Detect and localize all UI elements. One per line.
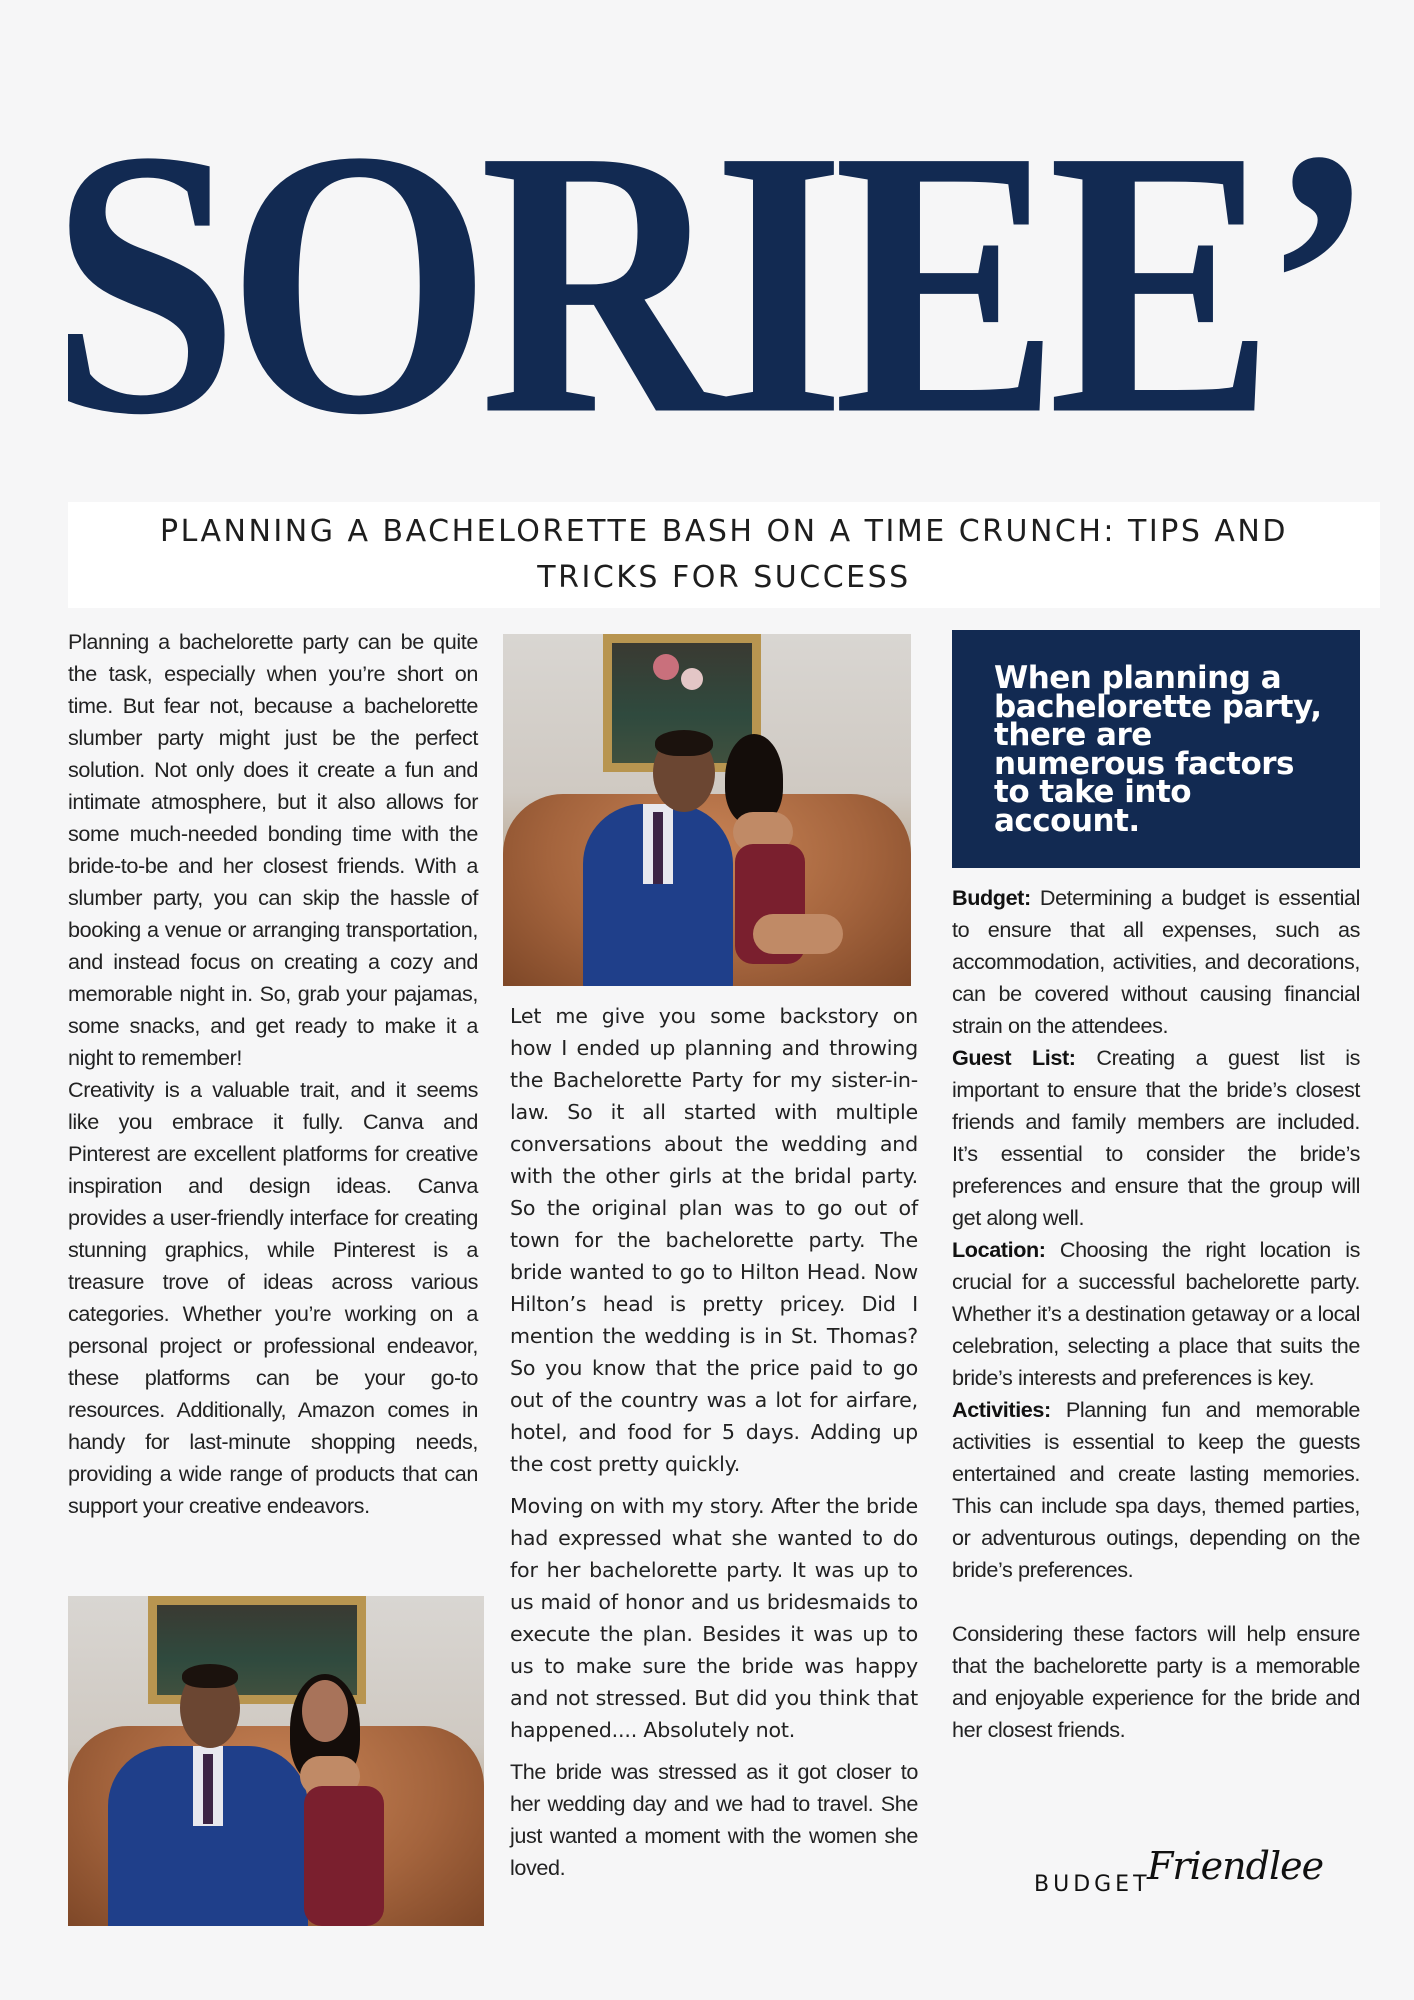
factor-label: Budget: <box>952 885 1031 910</box>
factor-label: Location: <box>952 1237 1046 1262</box>
column-3 <box>952 882 1360 1746</box>
column-1-paragraph-2: Creativity is a valuable trait, and it seems like you embrace it fully. Canva and Pinterest are excellent platforms for creative inspiration and design ideas. Canva provides a user-friendly interface for creating stunning graphics, while Pinterest is a treasure trove of ideas across various categories. Whether you’re working on a personal project or professional endeavor, these platforms can be your go-to resources. Additionally, Amazon comes in handy for last-minute shopping needs, providing a wide range of products that can support your creative endeavors. <box>68 1077 478 1518</box>
factor-guest-list <box>952 1042 1360 1234</box>
man-tie <box>653 812 663 884</box>
logo-script: Friendlee <box>1147 1844 1324 1888</box>
closing-paragraph: Considering these factors will help ensure that the bachelorette party is a memorable and enjoyable experience for the bride and her closest friends. <box>952 1621 1360 1742</box>
column-2-paragraph-1: Let me give you some backstory on how I ended up planning and throwing the Bachelorette Party for my sister-in-law. So it all started with multiple conversations about the wedding and with the other girls at the bridal party. So the original plan was to go out of town for the bachelorette party. The bride wanted to go to Hilton Head. Now Hilton’s head is pretty pricey. Did I mention the wedding is in St. Thomas? So you know that the price paid to go out of the country was a lot for airfare, hotel, and food for 5 days. Adding up the cost pretty quickly. <box>510 1004 918 1476</box>
factor-budget <box>952 882 1360 1042</box>
factor-text: Planning fun and memorable activities is essential to keep the guests entertained and create lasting memories. This can include spa days, themed parties, or adventurous outings, depending on the bride’s preferences. <box>952 1397 1360 1582</box>
column-1 <box>68 626 478 1522</box>
woman-legs <box>753 914 843 954</box>
callout-text: When planning a bachelorette party, there are numerous factors to take into account. <box>994 660 1322 839</box>
factor-activities <box>952 1394 1360 1586</box>
column-2-paragraph-2: Moving on with my story. After the bride had expressed what she wanted to do for her bachelorette party. It was up to us maid of honor and us bridesmaids to execute the plan. Besides it was up to us to make sure the bride was happy and not stressed. But did you think that happened.... Absolutely not. <box>510 1494 918 1742</box>
woman-head <box>302 1680 348 1742</box>
factor-text: Creating a guest list is important to ensure that the bride’s closest friends and family members are included. It’s essential to consider the bride’s preferences and ensure that the group will get along well. <box>952 1045 1360 1230</box>
headline-bar <box>68 502 1380 608</box>
man-hair <box>182 1664 238 1688</box>
factor-location <box>952 1234 1360 1394</box>
painting-flower <box>681 668 703 690</box>
logo-wordmark: BUDGET <box>1034 1872 1151 1897</box>
woman-dress <box>304 1786 384 1926</box>
woman-hair <box>725 734 783 824</box>
painting-flower <box>653 654 679 680</box>
column-2 <box>510 1000 918 1884</box>
article-headline: PLANNING A BACHELORETTE BASH ON A TIME CRUNCH: TIPS AND TRICKS FOR SUCCESS <box>160 514 1288 595</box>
factor-label: Activities: <box>952 1397 1051 1422</box>
factor-text: Determining a budget is essential to ensure that all expenses, such as accommodation, activities, and decorations, can be covered without causing financial strain on the attendees. <box>952 885 1360 1038</box>
magazine-masthead: SORIEE’ <box>49 71 1365 494</box>
factor-label: Guest List: <box>952 1045 1076 1070</box>
factor-text: Choosing the right location is crucial for a successful bachelorette party. Whether it’s a destination getaway or a local celebration, selecting a place that suits the bride’s interests and preferences is key. <box>952 1237 1360 1390</box>
man-hair <box>655 730 713 756</box>
callout-box <box>952 630 1360 868</box>
couple-photo-bottom <box>68 1596 484 1926</box>
man-tie <box>203 1754 213 1824</box>
column-1-paragraph-1: Planning a bachelorette party can be quite the task, especially when you’re short on time. But fear not, because a bachelorette slumber party might just be the perfect solution. Not only does it create a fun and intimate atmosphere, but it also allows for some much-needed bonding time with the bride-to-be and her closest friends. With a slumber party, you can skip the hassle of booking a venue or arranging transportation, and instead focus on creating a cozy and memorable night in. So, grab your pajamas, some snacks, and get ready to make it a night to remember! <box>68 629 478 1070</box>
budget-friendlee-logo <box>1034 1842 1324 1902</box>
couple-photo-top <box>503 634 911 986</box>
column-2-paragraph-3: The bride was stressed as it got closer to her wedding day and we had to travel. She just wanted a moment with the women she loved. <box>510 1759 918 1880</box>
